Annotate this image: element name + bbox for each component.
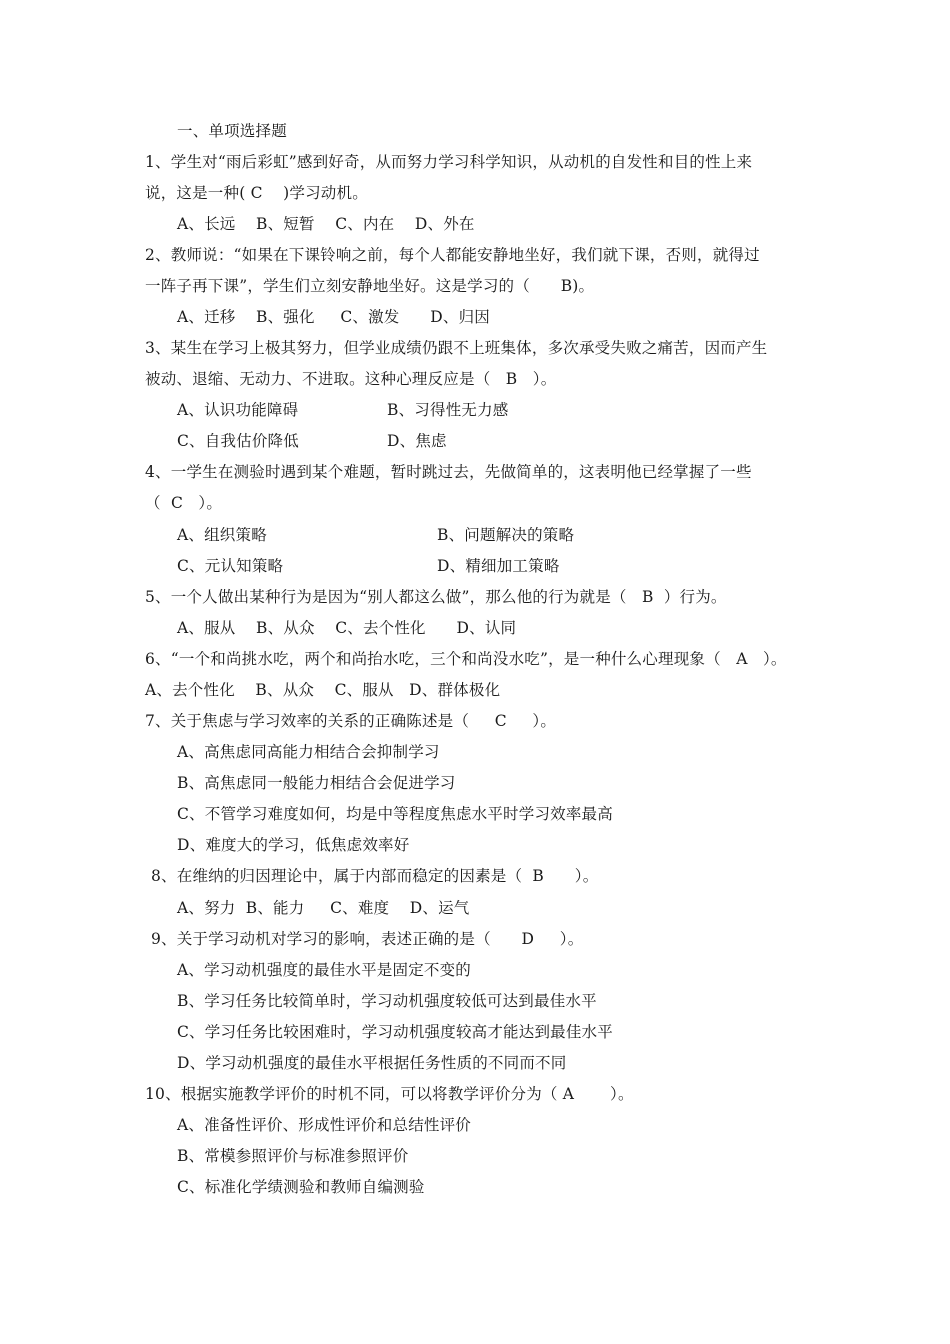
- question-2-line-2: 一阵子再下课”，学生们立刻安静地坐好。这是学习的（ B)。: [145, 277, 595, 295]
- question-1-line-1: 1、学生对“雨后彩虹”感到好奇，从而努力学习科学知识，从动机的自发性和目的性上来: [145, 153, 753, 171]
- question-7-option-d: D、难度大的学习，低焦虑效率好: [177, 836, 410, 854]
- question-4-line-2: （ C ）。: [145, 494, 223, 512]
- question-3-option-c: C、自我估价降低: [177, 432, 299, 450]
- question-10-option-a: A、准备性评价、形成性评价和总结性评价: [177, 1116, 471, 1134]
- question-4-option-a: A、组织策略: [177, 526, 267, 544]
- question-4-line-1: 4、一学生在测验时遇到某个难题，暂时跳过去，先做简单的，这表明他已经掌握了一些: [145, 463, 752, 481]
- question-9-option-d: D、学习动机强度的最佳水平根据任务性质的不同而不同: [177, 1054, 567, 1072]
- question-10-option-b: B、常模参照评价与标准参照评价: [177, 1147, 409, 1165]
- question-9-option-c: C、学习任务比较困难时，学习动机强度较高才能达到最佳水平: [177, 1023, 613, 1041]
- question-8-options: A、努力 B、能力 C、难度 D、运气: [177, 899, 470, 917]
- question-8-line-1: 8、在维纳的归因理论中，属于内部而稳定的因素是（ B ）。: [151, 867, 599, 885]
- question-10-option-c: C、标准化学绩测验和教师自编测验: [177, 1178, 425, 1196]
- question-4-option-d: D、精细加工策略: [437, 557, 560, 575]
- question-2-options: A、迁移 B、强化 C、激发 D、归因: [177, 308, 490, 326]
- question-3-line-1: 3、某生在学习上极其努力，但学业成绩仍跟不上班集体，多次承受失败之痛苦，因而产生: [145, 339, 768, 357]
- question-3-option-d: D、焦虑: [387, 432, 447, 450]
- question-7-option-c: C、不管学习难度如何，均是中等程度焦虑水平时学习效率最高: [177, 805, 613, 823]
- question-1-line-2: 说，这是一种( C )学习动机。: [145, 184, 368, 202]
- question-6-line-1: 6、“一个和尚挑水吃，两个和尚抬水吃，三个和尚没水吃”，是一种什么心理现象（ A ）。: [145, 650, 787, 668]
- question-9-line-1: 9、关于学习动机对学习的影响，表述正确的是（ D ）。: [151, 930, 584, 948]
- question-3-option-b: B、习得性无力感: [387, 401, 509, 419]
- question-6-options: A、去个性化 B、从众 C、服从 D、群体极化: [145, 681, 501, 699]
- question-5-line-1: 5、一个人做出某种行为是因为“别人都这么做”，那么他的行为就是（ B ）行为。: [145, 588, 727, 606]
- question-10-line-1: 10、根据实施教学评价的时机不同，可以将教学评价分为（ A ）。: [145, 1085, 634, 1103]
- question-3-option-a: A、认识功能障碍: [177, 401, 299, 419]
- question-2-line-1: 2、教师说：“如果在下课铃响之前，每个人都能安静地坐好，我们就下课，否则，就得过: [145, 246, 760, 264]
- question-9-option-a: A、学习动机强度的最佳水平是固定不变的: [177, 961, 471, 979]
- question-3-line-2: 被动、退缩、无动力、不进取。这种心理反应是（ B ）。: [145, 370, 557, 388]
- question-4-option-c: C、元认知策略: [177, 557, 284, 575]
- question-9-option-b: B、学习任务比较简单时，学习动机强度较低可达到最佳水平: [177, 992, 597, 1010]
- question-5-options: A、服从 B、从众 C、去个性化 D、认同: [177, 619, 517, 637]
- section-title: 一、单项选择题: [177, 122, 287, 140]
- question-7-option-b: B、高焦虑同一般能力相结合会促进学习: [177, 774, 456, 792]
- question-7-line-1: 7、关于焦虑与学习效率的关系的正确陈述是（ C ）。: [145, 712, 557, 730]
- question-1-options: A、长远 B、短暂 C、内在 D、外在: [177, 215, 475, 233]
- question-7-option-a: A、高焦虑同高能力相结合会抑制学习: [177, 743, 440, 761]
- question-4-option-b: B、问题解决的策略: [437, 526, 575, 544]
